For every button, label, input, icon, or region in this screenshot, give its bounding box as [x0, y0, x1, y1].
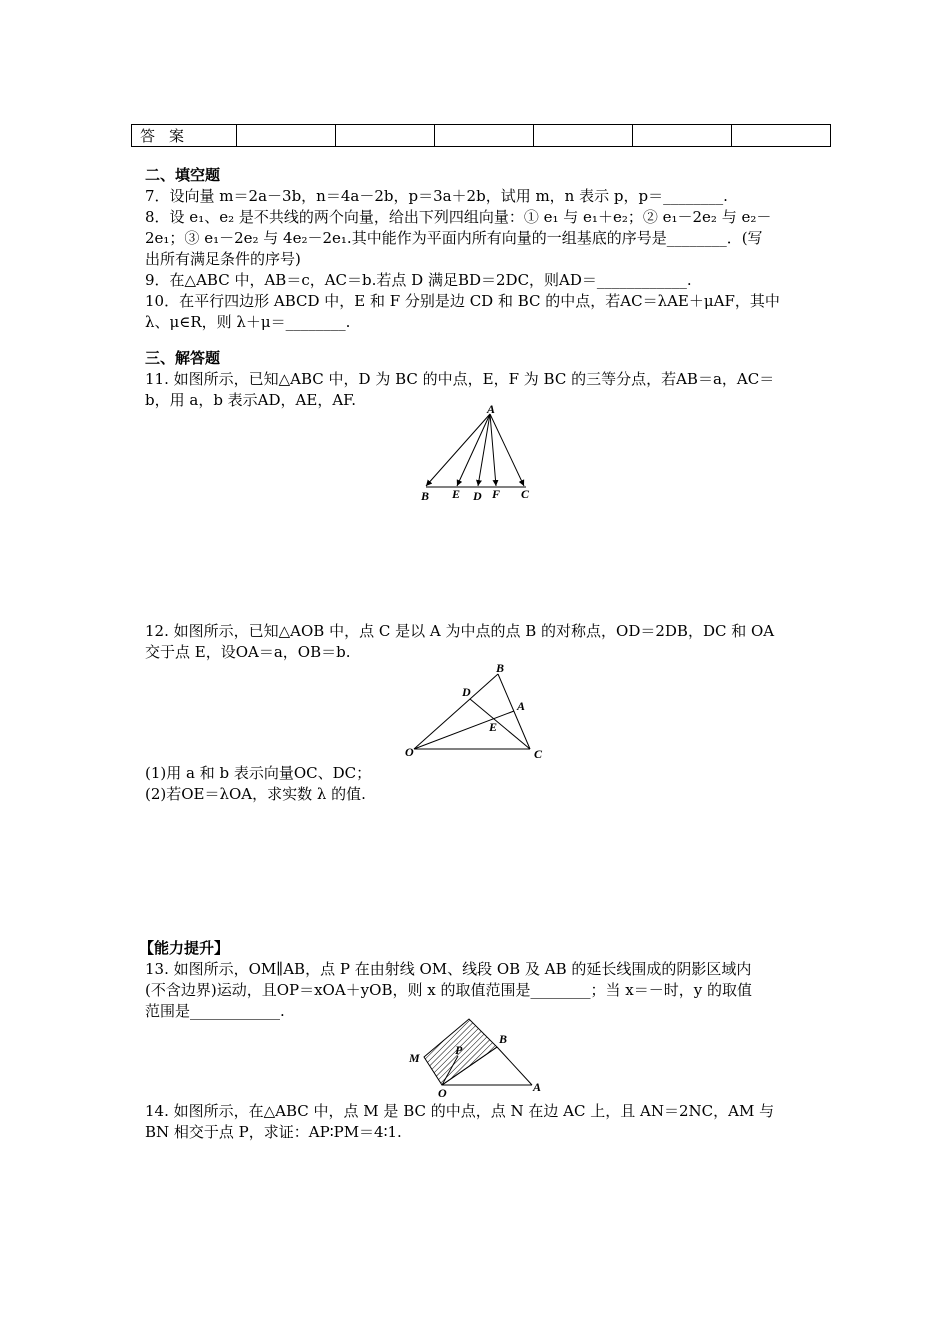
answer-cell[interactable] [435, 125, 534, 147]
answer-cell[interactable] [534, 125, 633, 147]
answer-table [131, 124, 831, 147]
answer-table-header: 答案 [132, 125, 237, 147]
question-14-line1: 14. 如图所示，在△ABC 中，点 M 是 BC 的中点，点 N 在边 AC 上，且 AN＝2NC，AM 与 [145, 1102, 775, 1120]
question-13-line3: 范围是____________. [145, 1002, 285, 1020]
question-14-line2: BN 相交于点 P，求证：AP∶PM＝4∶1. [145, 1123, 402, 1141]
label-D: D [462, 685, 471, 699]
segment-OA [414, 711, 514, 749]
label-F: F [492, 487, 501, 501]
label-O: O [405, 745, 414, 759]
label-C: C [521, 487, 530, 501]
label-P: P [455, 1043, 463, 1057]
question-12-line2: 交于点 E，设OA＝a，OB＝b. [145, 643, 351, 661]
section-heading-advanced: 【能力提升】 [139, 939, 230, 957]
label-E: E [489, 720, 498, 734]
question-9: 9．在△ABC 中，AB＝c，AC＝b.若点 D 满足BD＝2DC，则AD＝____________. [145, 271, 692, 289]
question-12-part1: (1)用 a 和 b 表示向量OC、DC； [145, 764, 372, 782]
answer-cell[interactable] [336, 125, 435, 147]
label-A: A [487, 402, 496, 416]
segment-BA [497, 1047, 532, 1085]
section-heading-fill-blank: 二、填空题 [145, 166, 221, 184]
figure-11-triangle [410, 402, 540, 504]
vector-AE [457, 414, 490, 486]
figure-13-shaded-region [400, 1016, 550, 1100]
section-heading-solve: 三、解答题 [145, 349, 221, 367]
label-A: A [517, 699, 526, 713]
label-A: A [533, 1080, 542, 1094]
vector-AB [426, 414, 490, 486]
label-D: D [473, 489, 482, 503]
question-7: 7．设向量 m＝2a－3b，n＝4a－2b，p＝3a＋2b，试用 m，n 表示 p，p＝________. [145, 187, 728, 205]
answer-cell[interactable] [633, 125, 732, 147]
label-M: M [409, 1051, 420, 1065]
question-8-line3: 出所有满足条件的序号) [145, 250, 301, 268]
question-12-line1: 12. 如图所示，已知△AOB 中，点 C 是以 A 为中点的点 B 的对称点，OD＝2DB，DC 和 OA [145, 622, 775, 640]
question-8-line1: 8．设 e₁、e₂ 是不共线的两个向量，给出下列四组向量：① e₁ 与 e₁＋e₂；② e₁－2e₂ 与 e₂－ [145, 208, 772, 226]
label-B: B [421, 489, 430, 503]
question-12-part2: (2)若OE＝λOA，求实数 λ 的值. [145, 785, 366, 803]
label-C: C [534, 747, 543, 761]
question-10-line1: 10．在平行四边形 ABCD 中，E 和 F 分别是边 CD 和 BC 的中点，若AC＝λAE＋μAF，其中 [145, 292, 780, 310]
question-10-line2: λ、μ∈R，则 λ＋μ＝________. [145, 313, 351, 331]
answer-cell[interactable] [237, 125, 336, 147]
question-8-line2: 2e₁；③ e₁－2e₂ 与 4e₂－2e₁.其中能作为平面内所有向量的一组基底的序号是________．(写 [145, 229, 763, 247]
question-11-line2: b，用 a，b 表示AD，AE，AF. [145, 391, 356, 409]
label-E: E [452, 487, 461, 501]
label-O: O [438, 1086, 447, 1100]
answer-cell[interactable] [732, 125, 831, 147]
label-B: B [496, 661, 505, 675]
figure-12-triangle [400, 660, 560, 764]
question-13-line1: 13. 如图所示，OM∥AB，点 P 在由射线 OM、线段 OB 及 AB 的延长线围成的阴影区域内 [145, 960, 752, 978]
question-13-line2: (不含边界)运动，且OP＝xOA＋yOB，则 x 的取值范围是________；当 x＝－时，y 的取值 [145, 981, 752, 999]
question-11-line1: 11. 如图所示，已知△ABC 中，D 为 BC 的中点，E，F 为 BC 的三等分点，若AB＝a，AC＝ [145, 370, 775, 388]
label-B: B [499, 1032, 508, 1046]
